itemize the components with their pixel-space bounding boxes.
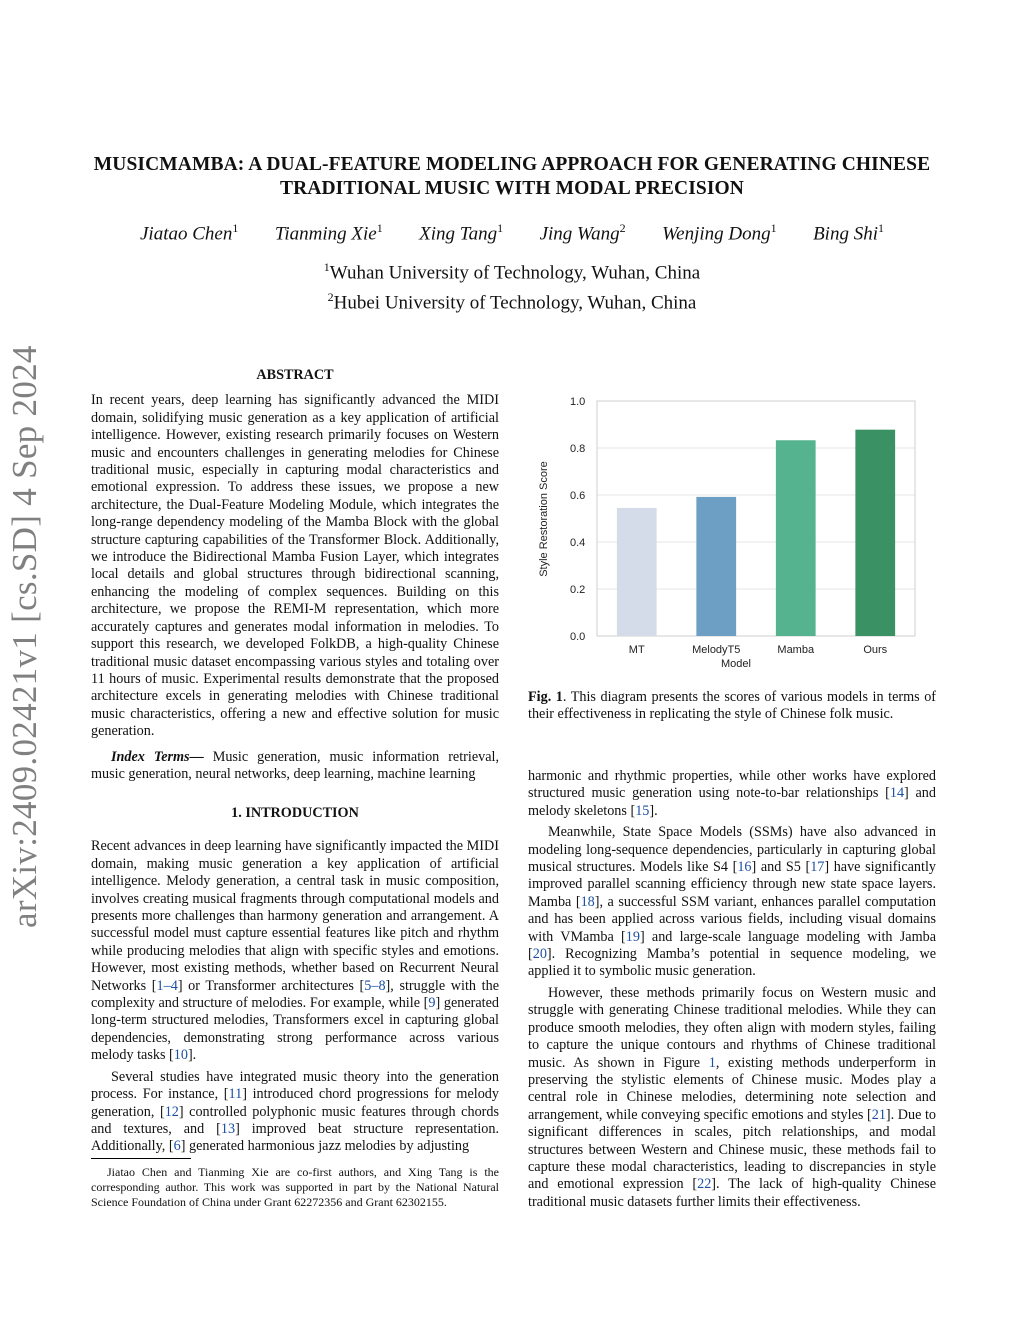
citation-link[interactable]: 9 — [428, 995, 436, 1012]
index-terms-text: Music generation, music information retrieval, music generation, neural networks, deep learning, machine learning — [91, 748, 499, 782]
x-tick-label: MT — [628, 644, 645, 656]
y-axis-label: Style Restoration Score — [538, 461, 550, 577]
citation-link[interactable]: 6 — [173, 1138, 181, 1155]
arxiv-identifier: arXiv:2409.02421v1 [cs.SD] 4 Sep 2024 — [5, 345, 44, 928]
author: Bing Shi$^1$ — [813, 221, 884, 245]
citation-link[interactable]: 17 — [810, 859, 825, 876]
abstract-text: In recent years, deep learning has significantly advanced the MIDI domain, solidifying music generation as a key application of artificial intelligence. However, existing research primarily focuses on Western music and encounters challenges in generating melodies for Chinese traditional music, especially in capturing modal characteristics and emotional expression. To address these issues, we propose a new architecture, the Dual-Feature Modeling Module, which integrates the long-range dependency modeling of the Mamba Block with the global structure capturing capabilities of the Transformer Block. Additionally, we introduce the Bidirectional Mamba Fusion Layer, which integrates local details and global structures through bidirectional scanning, enhancing the modeling of complex sequences. Building on this architecture, we propose the REMI-M representation, which more accurately captures and generates modal information in melodies. To support this research, we developed FolkDB, a high-quality Chinese traditional music dataset encompassing various styles and totaling over 11 hours of music. Experimental results demonstrate that the proposed architecture excels in generating melodies with Chinese traditional music characteristics, offering a new and effective solution for music generation. — [91, 392, 499, 740]
intro-paragraph-2: Several studies have integrated music theory into the generation process. For instance, [11] introduced chord progressions for melody generation, [12] controlled polyphonic music features through chords and textures, and [13] improved beat structure representation. Additionally, [6] generated harmonious jazz melodies by adjusting — [91, 1068, 499, 1155]
citation-link[interactable]: 14 — [889, 785, 905, 802]
abstract-section — [91, 367, 499, 783]
affiliation: $^1$Wuhan University of Technology, Wuhan, China — [323, 260, 701, 284]
abstract-heading: ABSTRACT — [256, 367, 334, 383]
footnote-text: Jiatao Chen and Tianming Xie are co-first authors, and Xing Tang is the corresponding author. This work was supported in part by the National Natural Science Foundation of China under Grant 62272356 and Grant 62302155. — [91, 1165, 499, 1209]
paper-title — [60, 153, 964, 201]
author: Wenjing Dong$^1$ — [662, 221, 777, 245]
author-list — [100, 221, 924, 245]
footnote-rule — [91, 1158, 191, 1159]
right-paragraph-2: Meanwhile, State Space Models (SSMs) have also advanced in modeling long-sequence dependencies, particularly in capturing global musical structures. Models like S4 [16] and S5 [17] have significantly improved parallel scanning efficiency through new state space layers. Mamba [18], a successful SSM variant, enhances parallel computation and has been applied across various fields, including visual domains with VMamba [19] and large-scale language modeling with Jamba [20]. Recognizing Mamba’s potential in sequence modeling, we applied it to symbolic music generation. — [528, 824, 936, 980]
citation-link[interactable]: 20 — [532, 946, 547, 963]
y-tick-label: 0.0 — [570, 631, 586, 643]
y-tick-label: 0.2 — [570, 584, 586, 596]
citation-link[interactable]: 1 — [708, 1054, 716, 1071]
affiliation: $^2$Hubei University of Technology, Wuhan, China — [327, 290, 697, 314]
author: Xing Tang$^1$ — [419, 221, 504, 245]
intro-paragraph-1: Recent advances in deep learning have significantly impacted the MIDI domain, making music generation a key application of artificial intelligence. Melody generation, a central task in music composition, involves creating musical fragments through computational models and presents more challenges than harmony generation and arrangement. A successful model must capture essential features like pitch and rhythm while producing melodies that align with specific styles and emotions. However, most existing methods, whether based on Recurrent Neural Networks [1–4] or Transformer architectures [5–8], struggle with the complexity and structure of melodies. For example, while [9] generated long-term structured melodies, Transformers excel in capturing global dependencies, demonstrating strong performance across various melody tasks [10]. — [91, 838, 499, 1064]
y-tick-label: 0.4 — [570, 537, 586, 549]
x-axis-label: Model — [721, 658, 751, 670]
x-tick-label: Ours — [863, 644, 888, 656]
bar-melodyt5 — [696, 497, 736, 636]
caption-label: Fig. 1 — [528, 689, 563, 705]
affiliations — [212, 255, 812, 316]
bar-mt — [617, 508, 657, 636]
right-column-text — [528, 768, 936, 1211]
citation-link[interactable]: 16 — [737, 859, 752, 876]
citation-link[interactable]: 10 — [173, 1047, 188, 1064]
citation-link[interactable]: 15 — [635, 802, 650, 819]
citation-link[interactable]: 13 — [220, 1120, 236, 1137]
citation-link[interactable]: 19 — [625, 928, 640, 945]
citation-link[interactable]: 22 — [697, 1176, 712, 1193]
citation-link[interactable]: 18 — [580, 893, 595, 910]
citation-link[interactable]: 11 — [228, 1086, 243, 1103]
bar-ours — [855, 430, 895, 636]
x-tick-label: MelodyT5 — [692, 644, 741, 656]
index-terms-label: Index Terms— — [111, 748, 204, 765]
author: Jiatao Chen$^1$ — [140, 221, 239, 245]
intro-heading: 1. INTRODUCTION — [231, 805, 359, 821]
y-tick-label: 0.6 — [570, 490, 586, 502]
author: Tianming Xie$^1$ — [274, 221, 383, 245]
y-tick-label: 0.8 — [570, 443, 586, 455]
figure-caption — [528, 689, 936, 724]
citation-link[interactable]: 21 — [871, 1106, 886, 1123]
title-line-1: MUSICMAMBA: A DUAL-FEATURE MODELING APPROACH FOR GENERATING CHINESE — [93, 154, 931, 175]
y-tick-label: 1.0 — [570, 396, 586, 408]
citation-link[interactable]: 1–4 — [156, 977, 178, 994]
right-paragraph-1: harmonic and rhythmic properties, while other works have explored structured music generation using note-to-bar relationships [14] and melody skeletons [15]. — [528, 768, 936, 819]
citation-link[interactable]: 5–8 — [364, 977, 386, 994]
x-tick-label: Mamba — [777, 644, 815, 656]
bar-mamba — [776, 440, 816, 636]
citation-link[interactable]: 12 — [164, 1103, 179, 1120]
title-line-2: TRADITIONAL MUSIC WITH MODAL PRECISION — [280, 178, 744, 199]
author: Jing Wang$^2$ — [539, 221, 626, 245]
figure-1-chart — [522, 385, 942, 675]
footnote — [91, 1165, 499, 1209]
right-paragraph-3: However, these methods primarily focus on Western music and struggle with generating Chinese traditional melodies. While they can produce smooth melodies, they often align with modern styles, failing to capture the unique contours and rhythms of Chinese traditional music. As shown in Figure 1, existing methods underperform in preserving the stylistic elements of Chinese music. Modes play a central role in Chinese melodies, determining note selection and arrangement, while conveying specific emotions and styles [21]. Due to significant differences in scales, pitch relationships, and modal structures between Western and Chinese music, these methods fail to capture these modal characteristics, leading to discrepancies in style and emotional expression [22]. The lack of high-quality Chinese traditional music datasets further limits their effectiveness. — [528, 984, 936, 1210]
introduction-section — [91, 805, 499, 1156]
index-terms — [91, 749, 499, 784]
caption-text: . This diagram presents the scores of various models in terms of their effectiveness in replicating the style of Chinese folk music. — [528, 689, 937, 723]
